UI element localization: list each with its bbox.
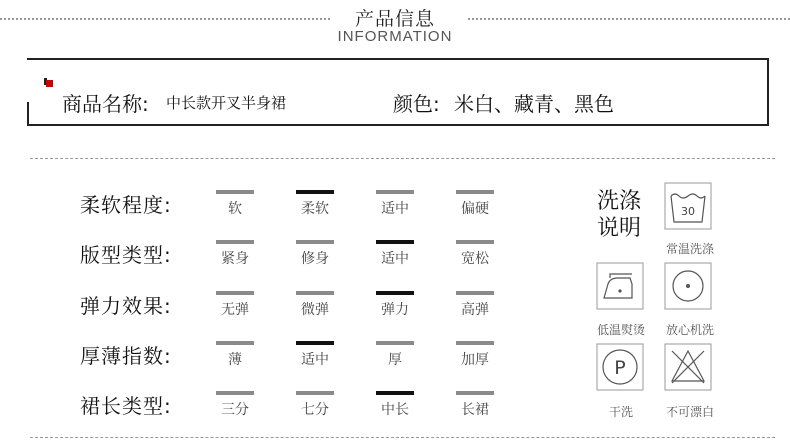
option-chip: 长裙: [456, 391, 494, 419]
product-color-value: 米白、藏青、黑色: [454, 92, 614, 116]
care-title: 洗涤 说明: [597, 189, 642, 241]
section-subtitle: INFORMATION: [337, 28, 453, 45]
option-chip: 适中: [296, 341, 334, 369]
care-label-nobleach: 不可漂白: [665, 405, 714, 419]
attribute-label: 弹力效果:: [80, 294, 172, 318]
option-chip: 弹力: [376, 291, 414, 319]
care-label-wash: 常温洗涤: [665, 242, 714, 256]
divider-top: [30, 158, 775, 159]
option-chip: 宽松: [456, 240, 494, 268]
option-chip: 无弹: [216, 291, 254, 319]
wash-30-icon: [664, 182, 714, 232]
option-chip: 软: [216, 190, 254, 218]
option-chip: 偏硬: [456, 190, 494, 218]
machine-wash-icon: [664, 262, 714, 312]
option-chip: 适中: [376, 240, 414, 268]
option-chip: 微弹: [296, 291, 334, 319]
attribute-label: 柔软程度:: [80, 193, 172, 217]
section-header: [0, 0, 790, 50]
option-chip: 中长: [376, 391, 414, 419]
care-label-machine: 放心机洗: [665, 323, 714, 337]
option-chip: 紧身: [216, 240, 254, 268]
svg-text:P: P: [614, 357, 626, 379]
svg-text:30: 30: [681, 205, 695, 218]
option-chip: 三分: [216, 391, 254, 419]
option-chip: 厚: [376, 341, 414, 369]
attribute-label: 厚薄指数:: [80, 344, 172, 368]
product-name-label: 商品名称:: [62, 92, 149, 116]
divider-bottom: [30, 437, 775, 438]
option-chip: 七分: [296, 391, 334, 419]
option-chip: 薄: [216, 341, 254, 369]
box-border-left: [27, 102, 29, 124]
care-label-iron: 低温熨烫: [596, 323, 645, 337]
option-chip: 修身: [296, 240, 334, 268]
attribute-label: 版型类型:: [80, 243, 172, 267]
iron-low-icon: [596, 262, 646, 312]
section-title: 产品信息: [354, 8, 435, 30]
option-chip: 适中: [376, 190, 414, 218]
no-bleach-icon: [664, 343, 714, 393]
care-label-dryclean: 干洗: [608, 405, 633, 419]
option-chip: 高弹: [456, 291, 494, 319]
product-color-label: 颜色:: [393, 92, 440, 116]
option-chip: 柔软: [296, 190, 334, 218]
box-border-right: [767, 60, 769, 124]
bullet-marker: [44, 78, 53, 87]
attribute-label: 裙长类型:: [80, 394, 172, 418]
option-chip: 加厚: [456, 341, 494, 369]
product-name-value: 中长款开叉半身裙: [166, 94, 287, 112]
dry-clean-icon: [596, 343, 646, 393]
